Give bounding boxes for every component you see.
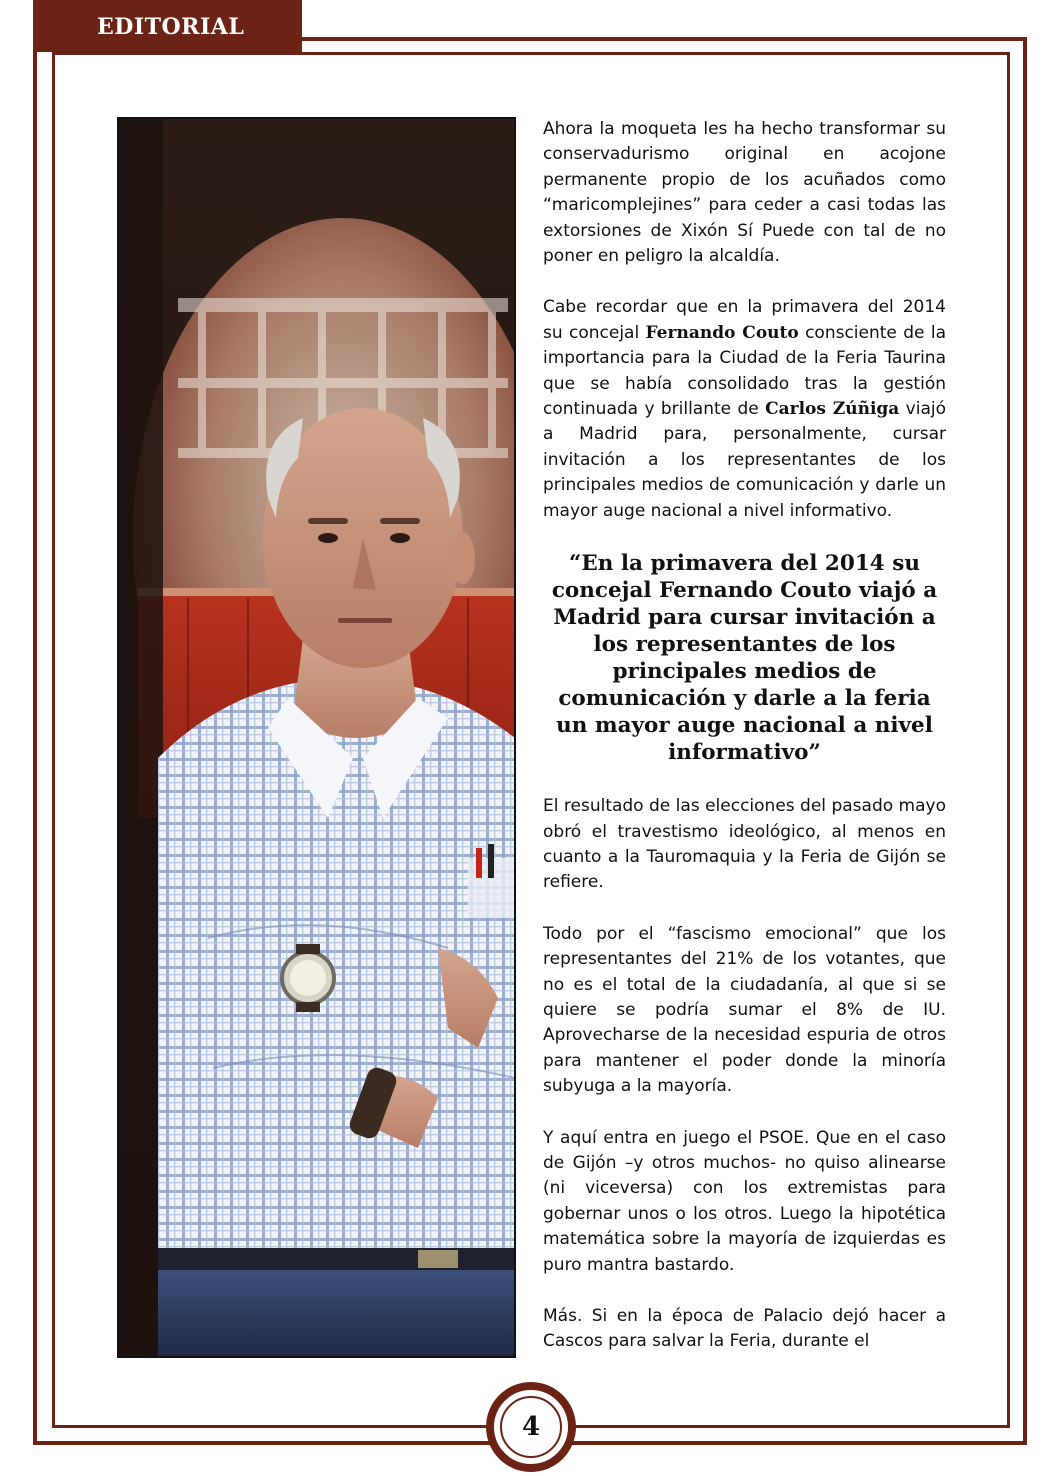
page-number: 4 <box>521 1412 541 1442</box>
article-paragraph-2 <box>543 295 946 524</box>
page-number-badge <box>486 1382 576 1472</box>
bold-name-fernando-couto: Fernando Couto <box>645 322 799 343</box>
paragraph-text: Y aquí entra en juego el PSOE. Que en el caso de Gijón –y otros muchos- no quiso alinearse (ni viceversa) con los extremistas para gobernar unos o los otros. Luego la hipotética matemática sobre la mayoría de izquierdas es puro mantra bastardo. <box>543 1127 946 1275</box>
section-label: EDITORIAL <box>97 14 245 40</box>
paragraph-text: Cabe recordar que en la primavera del 2014 su concejal <box>543 297 946 343</box>
paragraph-text: viajó a Madrid para, personalmente, cursar invitación a los representantes de los principales medios de comunicación y darle un mayor auge nacional a nivel informativo. <box>543 399 947 521</box>
paragraph-text: Ahora la moqueta les ha hecho transformar su conservadurismo original en acojone permanente propio de los acuñados como “maricomplejines” para ceder a casi todas las extorsiones de Xixón Sí Puede con tal de no poner en peligro la alcaldía. <box>543 119 946 267</box>
paragraph-text: El resultado de las elecciones del pasado mayo obró el travestismo ideológico, al menos en cuanto a la Tauromaquia y la Feria de Gijón se refiere. <box>543 796 946 893</box>
article-paragraph-5 <box>543 1126 946 1278</box>
paragraph-text: Más. Si en la época de Palacio dejó hacer a Cascos para salvar la Feria, durante el <box>543 1306 946 1352</box>
bold-name-carlos-zuniga: Carlos Zúñiga <box>765 399 900 420</box>
page-number-ring <box>494 1390 568 1464</box>
article-paragraph-4 <box>543 922 946 1100</box>
portrait-illustration <box>118 118 515 1357</box>
article-body <box>543 117 946 1355</box>
article-paragraph-6 <box>543 1304 946 1355</box>
article-paragraph-3 <box>543 794 946 896</box>
article-paragraph-1 <box>543 117 946 269</box>
page-number-ring-inner <box>500 1396 562 1458</box>
paragraph-text: consciente de la importancia para la Ciudad de la Feria Taurina que se había consolidado tras la gestión continuada y brillante de <box>543 322 946 420</box>
pull-quote: “En la primavera del 2014 su concejal Fernando Couto viajó a Madrid para cursar invitación a los representantes de los principales medios de comunicación y darle a la feria un mayor auge nacional a nivel informativo” <box>551 551 938 766</box>
portrait-photo <box>117 117 516 1358</box>
paragraph-text: Todo por el “fascismo emocional” que los representantes del 21% de los votantes, que no es el total de la ciudadanía, al que si se quiere se podría sumar el 8% de IU. Aprovecharse de la necesidad espuria de otros para mantener el poder donde la minoría subyuga a la mayoría. <box>543 923 946 1097</box>
section-header-tab <box>33 0 302 52</box>
